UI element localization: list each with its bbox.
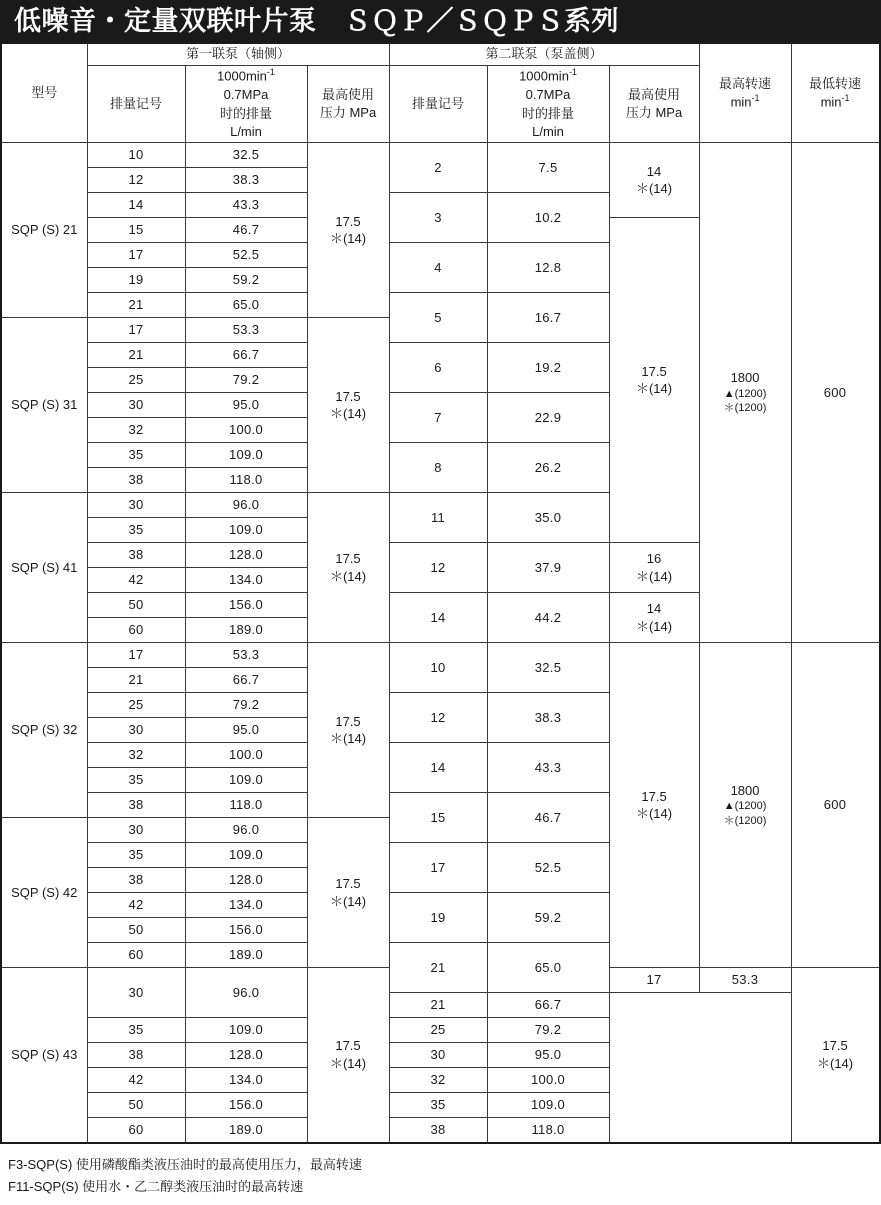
table-row — [1, 1118, 880, 1143]
flow-value: 38.3 — [487, 693, 609, 743]
flow-value: 134.0 — [185, 893, 307, 918]
flow-value: 79.2 — [185, 368, 307, 393]
disp-code: 7 — [389, 393, 487, 443]
disp-code: 14 — [389, 743, 487, 793]
flow-value: 46.7 — [185, 218, 307, 243]
flow-value: 46.7 — [487, 793, 609, 843]
flow-value: 109.0 — [185, 768, 307, 793]
disp-code: 19 — [389, 893, 487, 943]
disp-code: 21 — [87, 668, 185, 693]
header-first-disp-code: 排量记号 — [87, 65, 185, 143]
disp-code: 30 — [87, 393, 185, 418]
flow-value: 38.3 — [185, 168, 307, 193]
disp-code: 38 — [87, 468, 185, 493]
max-speed-value: 1800 ▲(1200) ＊(1200) — [699, 143, 791, 643]
first-max-pressure: 17.5 ＊(14) — [307, 493, 389, 643]
disp-code: 14 — [87, 193, 185, 218]
pump-specification-table — [0, 42, 881, 1144]
disp-code: 5 — [389, 293, 487, 343]
flow-value: 65.0 — [185, 293, 307, 318]
flow-value: 52.5 — [185, 243, 307, 268]
disp-code: 30 — [389, 1043, 487, 1068]
second-max-pressure: 14 ＊(14) — [609, 143, 699, 218]
table-header-groups — [1, 43, 880, 65]
disp-code: 21 — [87, 343, 185, 368]
flow-value: 22.9 — [487, 393, 609, 443]
flow-value: 65.0 — [487, 943, 609, 993]
flow-value: 100.0 — [185, 743, 307, 768]
disp-code: 4 — [389, 243, 487, 293]
flow-value: 44.2 — [487, 593, 609, 643]
flow-value: 53.3 — [185, 318, 307, 343]
table-row — [1, 1043, 880, 1068]
disp-code: 35 — [87, 1018, 185, 1043]
flow-value: 66.7 — [185, 343, 307, 368]
disp-code: 38 — [389, 1118, 487, 1143]
disp-code: 10 — [389, 643, 487, 693]
disp-code: 35 — [389, 1093, 487, 1118]
disp-code: 17 — [87, 318, 185, 343]
flow-value: 32.5 — [185, 143, 307, 168]
disp-code: 35 — [87, 518, 185, 543]
header-second-flow: $1000\min^{-1}$ 0.7MPa 时的排量 L/min — [487, 65, 609, 143]
page-title-bar — [0, 0, 881, 42]
flow-value: 32.5 — [487, 643, 609, 693]
second-max-pressure: 17.5 ＊(14) — [791, 968, 879, 1143]
first-max-pressure: 17.5 ＊(14) — [307, 318, 389, 493]
disp-code: 12 — [389, 543, 487, 593]
max-speed-value: 1800 ▲(1200) ＊(1200) — [699, 643, 791, 968]
disp-code: 38 — [87, 868, 185, 893]
disp-code: 15 — [87, 218, 185, 243]
flow-value: 95.0 — [185, 393, 307, 418]
disp-code: 25 — [389, 1018, 487, 1043]
table-row — [1, 1018, 880, 1043]
disp-code: 60 — [87, 618, 185, 643]
disp-code: 11 — [389, 493, 487, 543]
disp-code: 50 — [87, 593, 185, 618]
disp-code: 60 — [87, 943, 185, 968]
disp-code: 42 — [87, 568, 185, 593]
flow-value: 12.8 — [487, 243, 609, 293]
model-sqps42: SQP (S) 42 — [1, 818, 87, 968]
flow-value: 128.0 — [185, 868, 307, 893]
header-second-disp-code: 排量记号 — [389, 65, 487, 143]
flow-value: 35.0 — [487, 493, 609, 543]
second-max-pressure: 17.5 ＊(14) — [609, 218, 699, 543]
disp-code: 21 — [389, 943, 487, 993]
second-max-pressure: 17.5 ＊(14) — [609, 643, 699, 968]
footnote-2: F11-SQP(S) 使用水・乙二醇类液压油时的最高转速 — [8, 1176, 873, 1199]
header-first-max-pressure: 最高使用 压力 MPa — [307, 65, 389, 143]
flow-value: 66.7 — [185, 668, 307, 693]
disp-code: 25 — [87, 368, 185, 393]
flow-value: 19.2 — [487, 343, 609, 393]
flow-value: 118.0 — [185, 793, 307, 818]
flow-value: 52.5 — [487, 843, 609, 893]
header-model: 型号 — [1, 43, 87, 143]
table-row — [1, 643, 880, 668]
table-row — [1, 143, 880, 168]
model-sqps32: SQP (S) 32 — [1, 643, 87, 818]
disp-code: 50 — [87, 1093, 185, 1118]
flow-value: 189.0 — [185, 618, 307, 643]
second-max-pressure: 14 ＊(14) — [609, 593, 699, 643]
disp-code: 2 — [389, 143, 487, 193]
second-max-pressure: 16 ＊(14) — [609, 543, 699, 593]
flow-value: 59.2 — [487, 893, 609, 943]
flow-value: 134.0 — [185, 1068, 307, 1093]
disp-code: 32 — [87, 418, 185, 443]
disp-code: 12 — [87, 168, 185, 193]
disp-code: 21 — [389, 993, 487, 1018]
flow-value: 79.2 — [487, 1018, 609, 1043]
flow-value: 128.0 — [185, 543, 307, 568]
flow-value: 95.0 — [185, 718, 307, 743]
flow-value: 79.2 — [185, 693, 307, 718]
flow-value: 109.0 — [185, 843, 307, 868]
flow-value: 53.3 — [185, 643, 307, 668]
disp-code: 42 — [87, 893, 185, 918]
first-max-pressure: 17.5 ＊(14) — [307, 143, 389, 318]
disp-code: 17 — [87, 643, 185, 668]
disp-code: 50 — [87, 918, 185, 943]
disp-code: 15 — [389, 793, 487, 843]
disp-code: 17 — [609, 968, 699, 993]
disp-code: 17 — [389, 843, 487, 893]
first-max-pressure: 17.5 ＊(14) — [307, 818, 389, 968]
flow-value: 16.7 — [487, 293, 609, 343]
flow-value: 189.0 — [185, 943, 307, 968]
model-sqps43: SQP (S) 43 — [1, 968, 87, 1143]
disp-code: 25 — [87, 693, 185, 718]
disp-code: 38 — [87, 1043, 185, 1068]
disp-code: 3 — [389, 193, 487, 243]
footnotes — [0, 1144, 881, 1205]
disp-code: 30 — [87, 968, 185, 1018]
flow-value: 26.2 — [487, 443, 609, 493]
disp-code: 30 — [87, 818, 185, 843]
disp-code: 42 — [87, 1068, 185, 1093]
disp-code: 30 — [87, 718, 185, 743]
flow-value: 156.0 — [185, 593, 307, 618]
flow-value: 118.0 — [185, 468, 307, 493]
header-min-speed: 最低转速 $\min^{-1}$ — [791, 43, 879, 143]
flow-value: 156.0 — [185, 1093, 307, 1118]
flow-value: 96.0 — [185, 968, 307, 1018]
disp-code: 19 — [87, 268, 185, 293]
first-max-pressure: 17.5 ＊(14) — [307, 643, 389, 818]
flow-value: 53.3 — [699, 968, 791, 993]
model-sqps41: SQP (S) 41 — [1, 493, 87, 643]
model-sqps21: SQP (S) 21 — [1, 143, 87, 318]
header-first-flow: $1000\min^{-1}$ 0.7MPa 时的排量 L/min — [185, 65, 307, 143]
flow-value: 128.0 — [185, 1043, 307, 1068]
flow-value: 37.9 — [487, 543, 609, 593]
disp-code: 32 — [87, 743, 185, 768]
flow-value: 10.2 — [487, 193, 609, 243]
flow-value: 7.5 — [487, 143, 609, 193]
disp-code: 17 — [87, 243, 185, 268]
first-max-pressure: 17.5 ＊(14) — [307, 968, 389, 1143]
flow-value: 109.0 — [487, 1093, 609, 1118]
header-group-second: 第二联泵（泵盖侧） — [389, 43, 699, 65]
flow-value: 96.0 — [185, 493, 307, 518]
flow-value: 156.0 — [185, 918, 307, 943]
disp-code: 35 — [87, 843, 185, 868]
disp-code: 14 — [389, 593, 487, 643]
table-row — [1, 1068, 880, 1093]
header-group-first: 第一联泵（轴侧） — [87, 43, 389, 65]
page-title: 低噪音・定量双联叶片泵 ＳＱＰ／ＳＱＰＳ系列 — [14, 8, 619, 35]
table-row — [1, 1093, 880, 1118]
footnote-1: F3-SQP(S) 使用磷酸酯类液压油时的最高使用压力，最高转速 — [8, 1154, 873, 1177]
flow-value: 109.0 — [185, 443, 307, 468]
disp-code: 8 — [389, 443, 487, 493]
model-sqps31: SQP (S) 31 — [1, 318, 87, 493]
disp-code: 12 — [389, 693, 487, 743]
flow-value: 189.0 — [185, 1118, 307, 1143]
flow-value: 43.3 — [185, 193, 307, 218]
header-max-speed: 最高转速 $\min^{-1}$ — [699, 43, 791, 143]
disp-code: 35 — [87, 443, 185, 468]
disp-code: 6 — [389, 343, 487, 393]
disp-code: 38 — [87, 543, 185, 568]
disp-code: 10 — [87, 143, 185, 168]
flow-value: 43.3 — [487, 743, 609, 793]
min-speed-value: 600 — [791, 143, 879, 643]
flow-value: 109.0 — [185, 1018, 307, 1043]
header-second-max-pressure: 最高使用 压力 MPa — [609, 65, 699, 143]
flow-value: 96.0 — [185, 818, 307, 843]
min-speed-value: 600 — [791, 643, 879, 968]
flow-value: 100.0 — [185, 418, 307, 443]
disp-code: 32 — [389, 1068, 487, 1093]
flow-value: 109.0 — [185, 518, 307, 543]
disp-code: 38 — [87, 793, 185, 818]
flow-value: 100.0 — [487, 1068, 609, 1093]
disp-code: 35 — [87, 768, 185, 793]
disp-code: 21 — [87, 293, 185, 318]
disp-code: 30 — [87, 493, 185, 518]
flow-value: 95.0 — [487, 1043, 609, 1068]
flow-value: 66.7 — [487, 993, 609, 1018]
disp-code: 60 — [87, 1118, 185, 1143]
flow-value: 59.2 — [185, 268, 307, 293]
flow-value: 134.0 — [185, 568, 307, 593]
flow-value: 118.0 — [487, 1118, 609, 1143]
